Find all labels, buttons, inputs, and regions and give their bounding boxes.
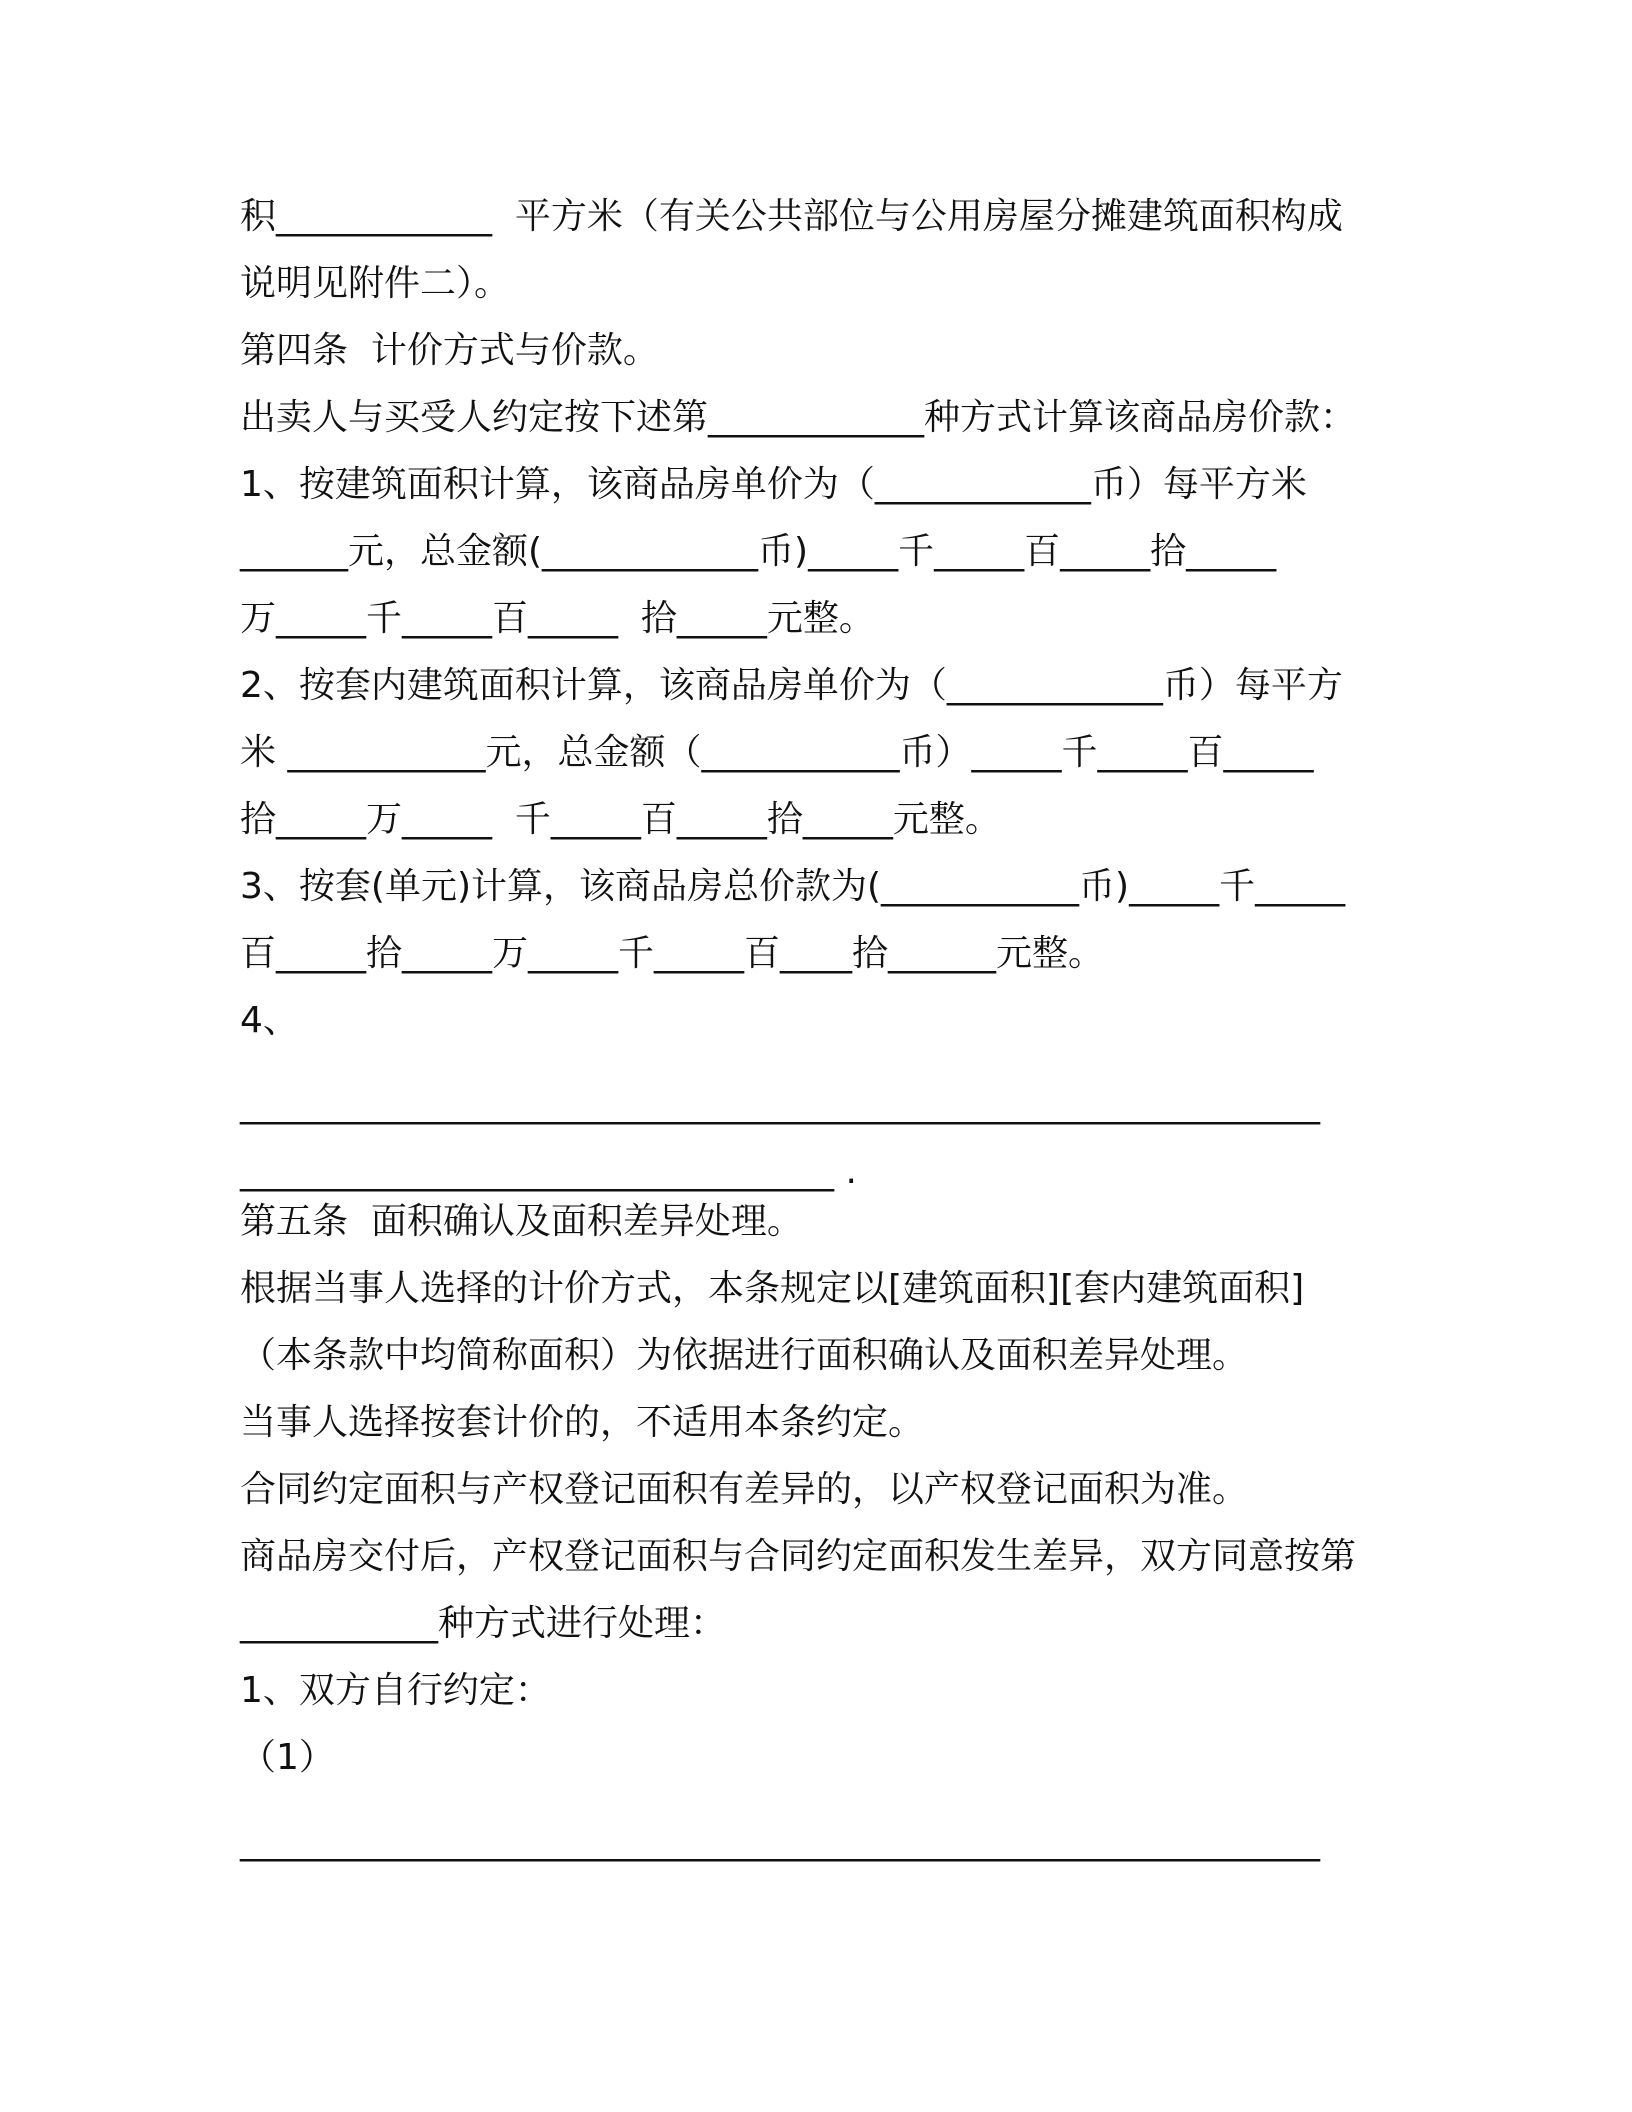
text-line-17: 根据当事人选择的计价方式，本条规定以[建筑面积][套内建筑面积]: [240, 1268, 1305, 1309]
text-line-19: 当事人选择按套计价的，不适用本条约定。: [240, 1402, 925, 1443]
text-line-1: 积____________ 平方米（有关公共部位与公用房屋分摊建筑面积构成: [240, 196, 1343, 237]
text-line-22: ___________种方式进行处理：: [240, 1603, 727, 1644]
text-line-4: 出卖人与买受人约定按下述第____________种方式计算该商品房价款：: [240, 397, 1357, 438]
text-line-8: 2、按套内建筑面积计算，该商品房单价为（____________币）每平方: [240, 665, 1343, 706]
blank-line-2: _________________________________ .: [240, 1151, 857, 1192]
text-line-11: 3、按套(单元)计算，该商品房总价款为(___________币)_____千_____: [240, 866, 1346, 907]
blank-line-3: ____________________________________________________________: [240, 1821, 1320, 1862]
text-line-7: 万_____千_____百_____ 拾_____元整。: [240, 598, 875, 639]
text-line-9: 米 ___________元，总金额（___________币）_____千_____百_____: [240, 732, 1314, 773]
text-line-5: 1、按建筑面积计算，该商品房单价为（____________币）每平方米: [240, 464, 1307, 505]
text-line-2: 说明见附件二）。: [240, 263, 511, 304]
text-line-6: ______元，总金额(____________币)_____千_____百_____拾_____: [240, 531, 1277, 572]
text-line-18: （本条款中均简称面积）为依据进行面积确认及面积差异处理。: [240, 1335, 1249, 1376]
text-line-10: 拾_____万_____ 千_____百_____拾_____元整。: [240, 799, 1001, 840]
text-line-12: 百_____拾_____万_____千_____百____拾______元整。: [240, 933, 1105, 974]
article-5-heading: 第五条 面积确认及面积差异处理。: [240, 1201, 803, 1242]
text-line-23: 1、双方自行约定：: [240, 1670, 551, 1711]
text-line-21: 商品房交付后，产权登记面积与合同约定面积发生差异，双方同意按第: [240, 1536, 1357, 1577]
blank-line-1: ____________________________________________________________: [240, 1084, 1320, 1125]
text-line-24: （1）: [240, 1737, 335, 1778]
text-line-13: 4、: [240, 1000, 299, 1041]
article-4-heading: 第四条 计价方式与价款。: [240, 330, 659, 371]
text-line-20: 合同约定面积与产权登记面积有差异的，以产权登记面积为准。: [240, 1469, 1249, 1510]
